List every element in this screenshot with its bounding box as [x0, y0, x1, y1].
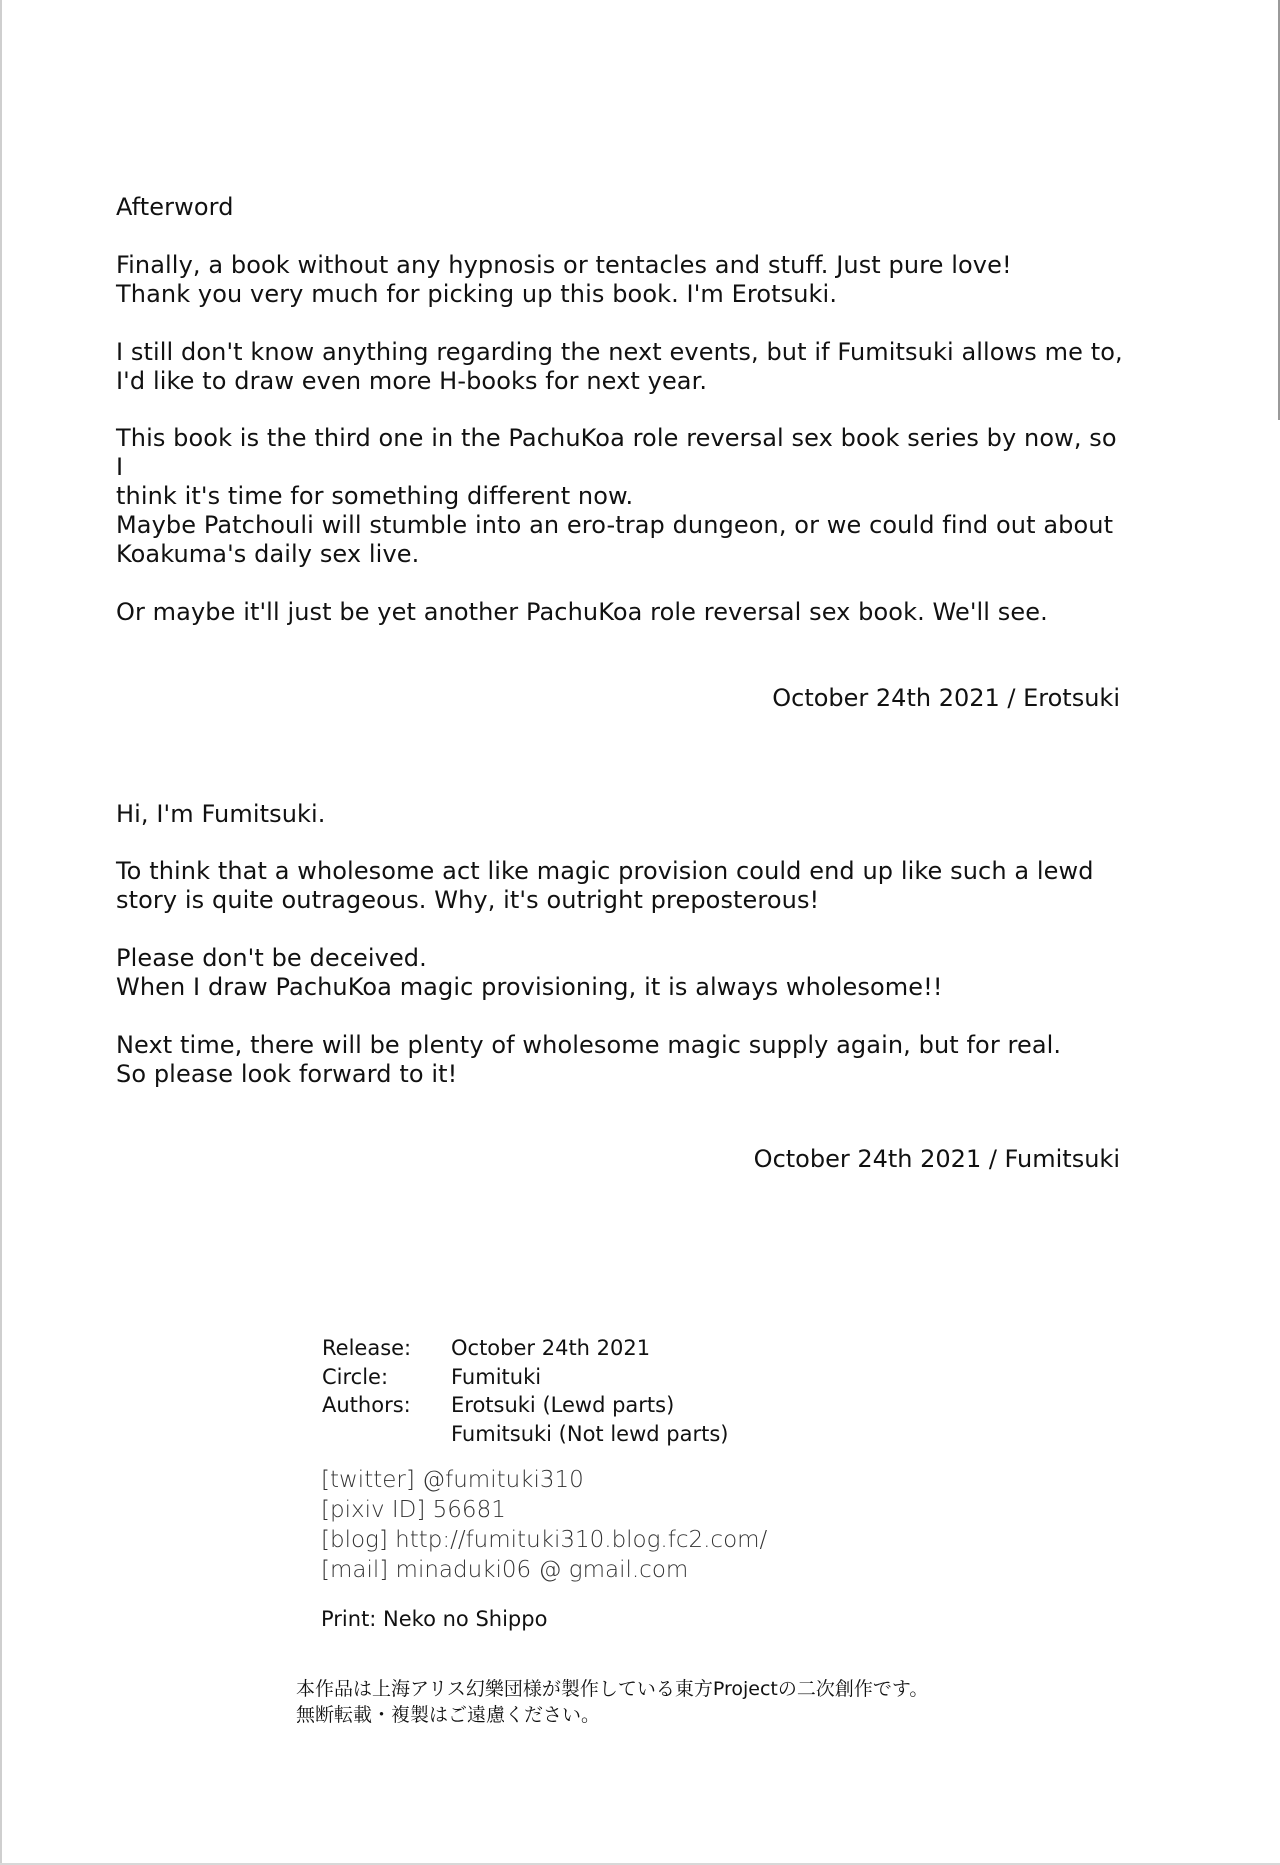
twitter-link: [twitter] @fumituki310	[321, 1467, 584, 1493]
authors-value-2: Fumitsuki (Not lewd parts)	[451, 1421, 729, 1446]
credit-row-authors	[322, 1391, 728, 1420]
credit-row-circle	[322, 1363, 728, 1392]
afterword-heading: Afterword	[116, 193, 234, 221]
circle-label: Circle:	[322, 1364, 389, 1389]
authors-label: Authors:	[322, 1393, 411, 1417]
release-label: Release:	[322, 1336, 412, 1360]
afterword-paragraph-3: This book is the third one in the PachuKoa role reversal sex book series by now, so I think it's time for something different now.	[116, 424, 1117, 510]
japanese-notice: 本作品は上海アリス幻樂団様が製作している東方Projectの二次創作です。 無断転載・複製はご遠慮ください。	[296, 1678, 929, 1726]
afterword-paragraph-4: Maybe Patchouli will stumble into an ero-trap dungeon, or we could find out about Koakuma's daily sex live.	[116, 511, 1114, 568]
release-value: October 24th 2021	[451, 1336, 651, 1360]
fumitsuki-signature: October 24th 2021 / Fumitsuki	[753, 1145, 1120, 1173]
fumitsuki-paragraph-2: Please don't be deceived. When I draw PachuKoa magic provisioning, it is always wholesome!!	[116, 944, 943, 1001]
afterword-paragraph-5: Or maybe it'll just be yet another PachuKoa role reversal sex book. We'll see.	[116, 598, 1048, 626]
authors-value-1: Erotsuki (Lewd parts)	[451, 1393, 675, 1417]
fumitsuki-paragraph-1: To think that a wholesome act like magic provision could end up like such a lewd story is quite outrageous. Why, it's outright preposterous!	[116, 857, 1094, 914]
colophon-credits	[322, 1334, 728, 1448]
mail-link: [mail] minaduki06 @ gmail.com	[321, 1557, 689, 1583]
credit-row-authors-2	[322, 1420, 728, 1449]
fumitsuki-greeting: Hi, I'm Fumitsuki.	[116, 800, 326, 828]
afterword-signature: October 24th 2021 / Erotsuki	[772, 684, 1120, 712]
credit-row-release	[322, 1334, 728, 1363]
circle-value: Fumituki	[451, 1364, 542, 1389]
print-credit: Print: Neko no Shippo	[321, 1607, 548, 1631]
blog-link: [blog] http://fumituki310.blog.fc2.com/	[321, 1527, 768, 1553]
page-edge-left	[0, 0, 2, 1865]
pixiv-link: [pixiv ID] 56681	[321, 1497, 506, 1523]
afterword-paragraph-1: Finally, a book without any hypnosis or tentacles and stuff. Just pure love! Thank you very much for picking up this book. I'm Erotsuki.	[116, 251, 1012, 308]
contact-links	[321, 1465, 767, 1585]
fumitsuki-paragraph-3: Next time, there will be plenty of wholesome magic supply again, but for real. So please look forward to it!	[116, 1031, 1062, 1088]
afterword-paragraph-2: I still don't know anything regarding the next events, but if Fumitsuki allows me to, I'd like to draw even more H-books for next year.	[116, 338, 1123, 395]
authors-label-spacer	[322, 1420, 451, 1449]
